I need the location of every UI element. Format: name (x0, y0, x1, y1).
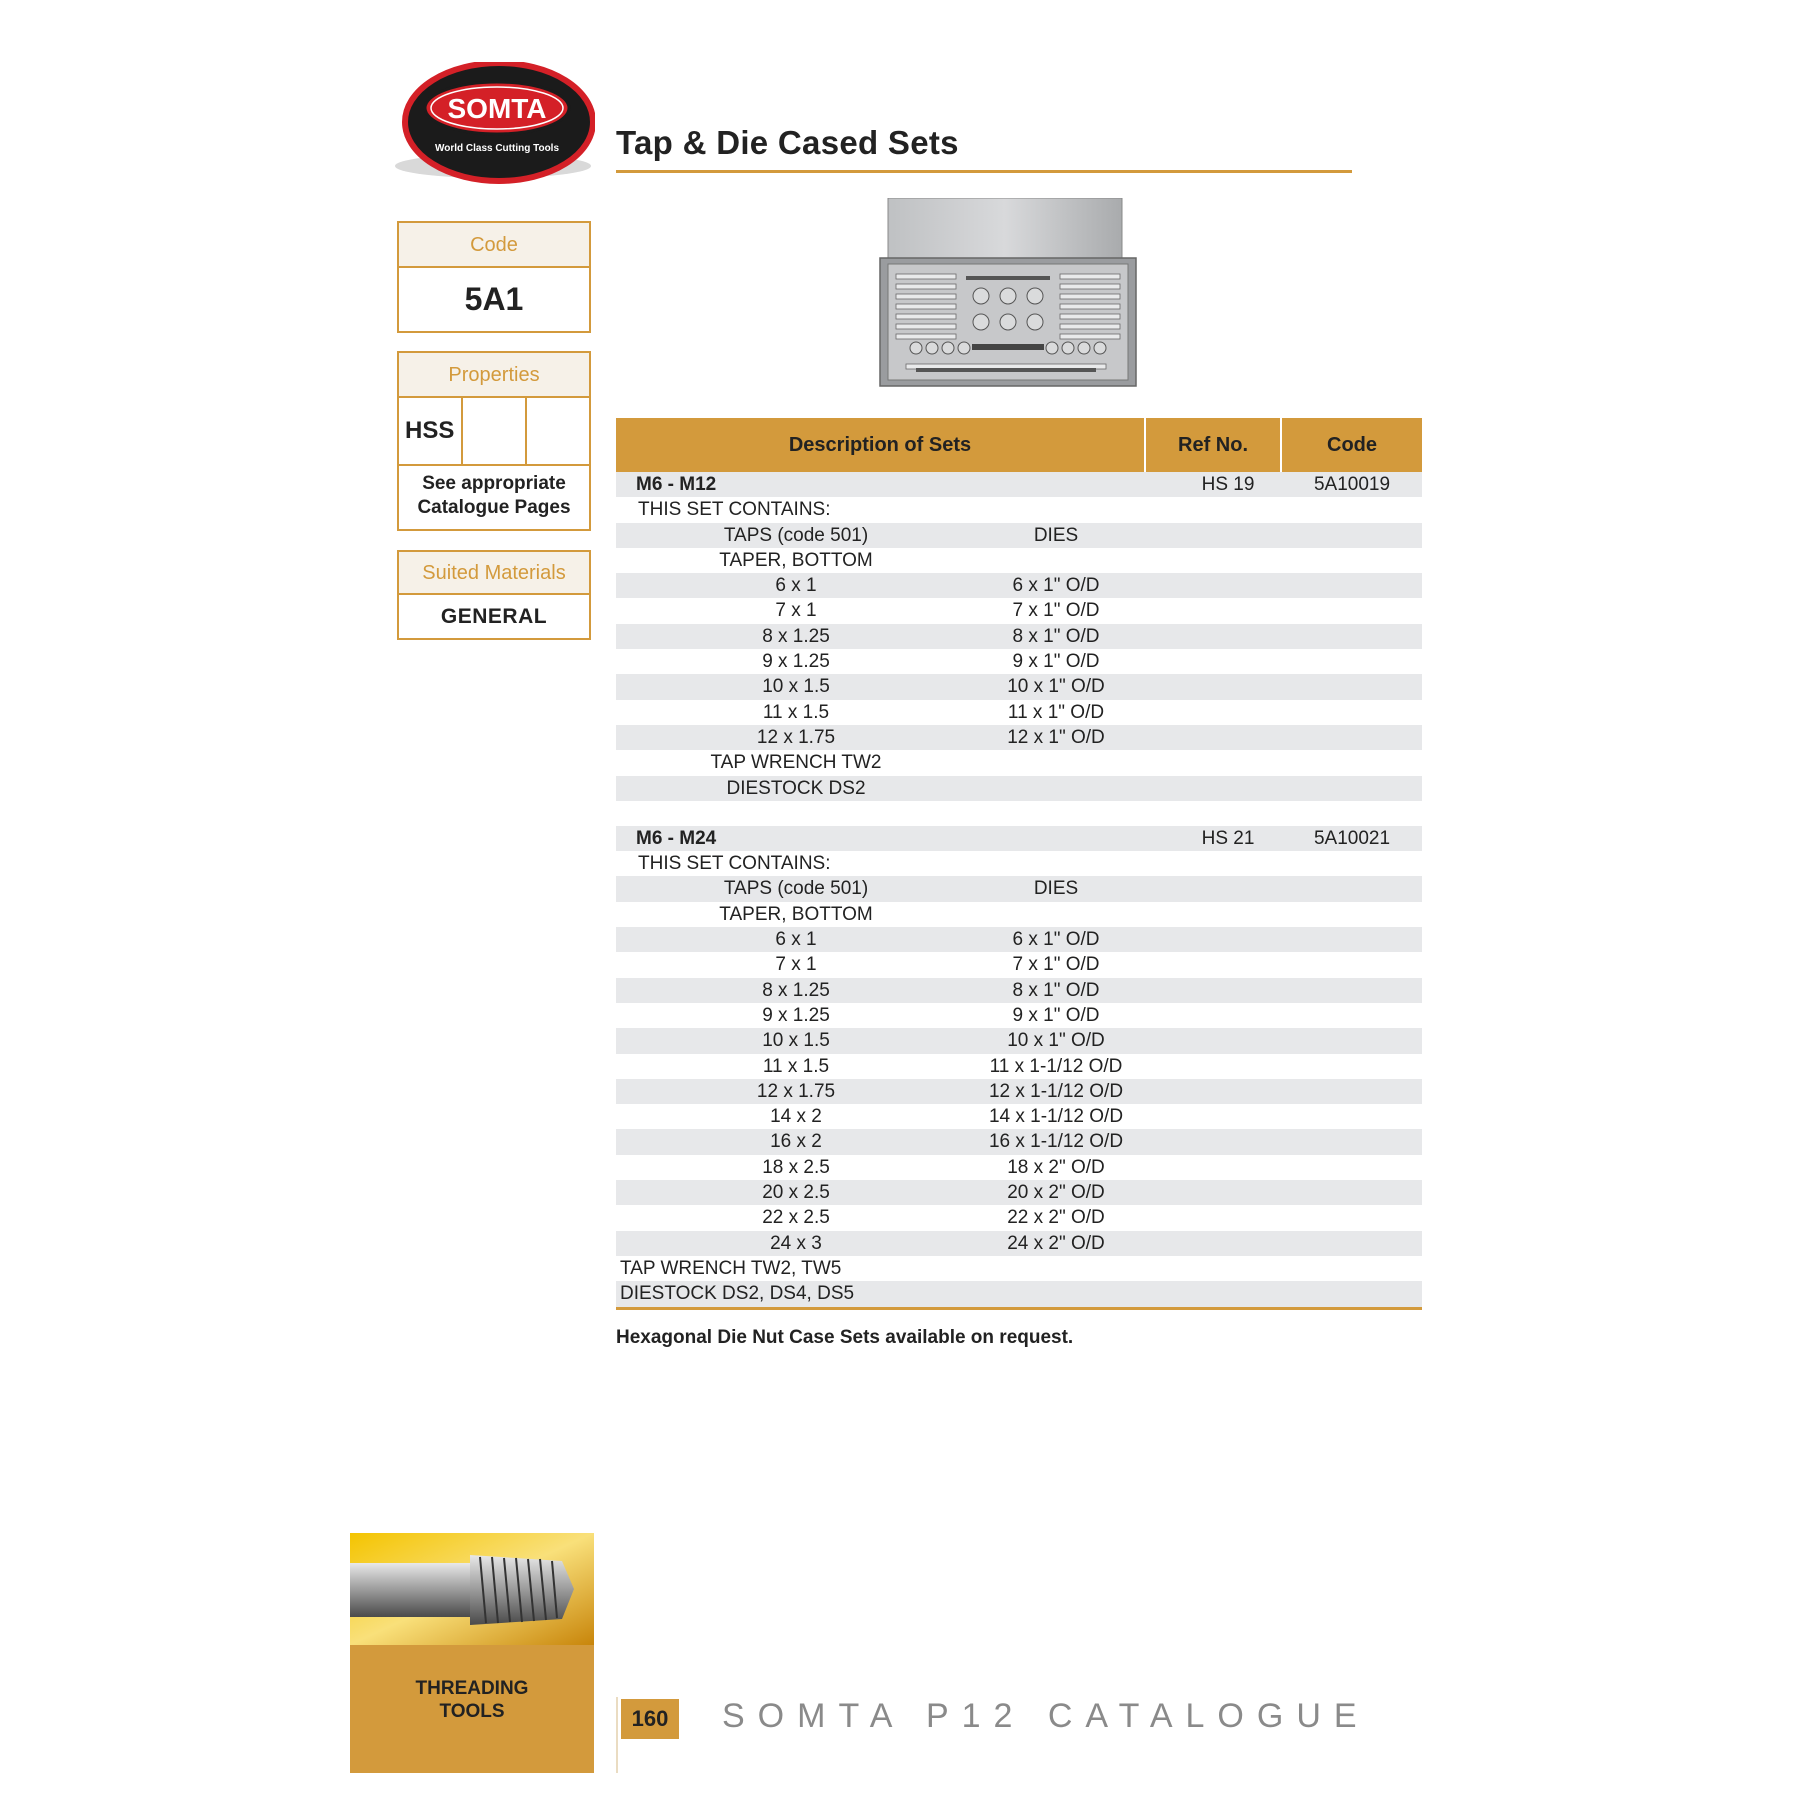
table-row (616, 978, 1422, 1003)
properties-note-line: Catalogue Pages (417, 497, 571, 518)
taper-label: TAPER, BOTTOM (719, 549, 873, 571)
die-size: 9 x 1" O/D (1012, 1004, 1100, 1026)
title-divider (616, 170, 1352, 173)
set-ref: HS 19 (1201, 474, 1255, 495)
table-row (616, 523, 1422, 548)
page-number: 160 (621, 1699, 679, 1739)
die-size: 20 x 2" O/D (1007, 1182, 1105, 1204)
tap-size: 7 x 1 (775, 954, 817, 976)
die-size: 16 x 1-1/12 O/D (988, 1131, 1124, 1153)
table-row (616, 851, 1422, 876)
table-row (616, 750, 1422, 775)
section-tab-line: TOOLS (439, 1701, 505, 1722)
table-row (616, 725, 1422, 750)
tap-size: 16 x 2 (770, 1131, 822, 1153)
die-size: 22 x 2" O/D (1007, 1207, 1105, 1229)
header-ref: Ref No. (1146, 418, 1282, 472)
table-row (616, 1256, 1422, 1281)
die-size: 11 x 1" O/D (1007, 701, 1105, 723)
taps-label: TAPS (code 501) (723, 878, 869, 900)
table-row (616, 1003, 1422, 1028)
die-size: 6 x 1" O/D (1012, 929, 1100, 951)
die-size: 7 x 1" O/D (1012, 954, 1100, 976)
die-size: 11 x 1-1/12 O/D (989, 1055, 1123, 1077)
die-size: 8 x 1" O/D (1012, 625, 1100, 647)
table-row (616, 1079, 1422, 1104)
tap-size: 12 x 1.75 (756, 1080, 836, 1102)
header-description: Description of Sets (616, 418, 1146, 472)
section-tab (350, 1645, 594, 1773)
table-row (616, 952, 1422, 977)
properties-box (397, 351, 591, 531)
dies-label: DIES (1033, 878, 1079, 900)
die-size: 18 x 2" O/D (1007, 1156, 1105, 1178)
logo-brand: SOMTA (447, 93, 547, 124)
table-row (616, 497, 1422, 522)
tap-wrench: TAP WRENCH TW2, TW5 (620, 1257, 842, 1279)
table-row (616, 1129, 1422, 1154)
set-contains: THIS SET CONTAINS: (638, 499, 831, 521)
tap-size: 8 x 1.25 (762, 979, 830, 1001)
die-size: 12 x 1" O/D (1007, 726, 1105, 748)
set-code: 5A10019 (1313, 474, 1391, 495)
table-row (616, 1281, 1422, 1306)
page-number-rule (616, 1697, 618, 1773)
table-header (616, 418, 1422, 472)
die-size: 14 x 1-1/12 O/D (988, 1106, 1124, 1128)
set-spacer (616, 801, 1422, 826)
taps-label: TAPS (code 501) (723, 524, 869, 546)
table-row (616, 649, 1422, 674)
tap-size: 14 x 2 (770, 1106, 822, 1128)
table-row (616, 1155, 1422, 1180)
die-size: 7 x 1" O/D (1012, 600, 1100, 622)
set-name: M6 - M12 (636, 474, 717, 495)
table-row (616, 1205, 1422, 1230)
tap-size: 8 x 1.25 (762, 625, 830, 647)
catalogue-name: SOMTA P12 CATALOGUE (722, 1697, 1370, 1735)
table-row (616, 700, 1422, 725)
somta-logo (375, 62, 595, 192)
materials-value: GENERAL (440, 605, 548, 628)
table-row (616, 674, 1422, 699)
properties-label: Properties (399, 353, 589, 398)
page-title: Tap & Die Cased Sets (616, 124, 959, 161)
property-cell (463, 398, 527, 464)
table-row (616, 573, 1422, 598)
threading-tap-photo (350, 1533, 594, 1645)
table-row (616, 876, 1422, 901)
code-box (397, 221, 591, 333)
set-ref: HS 21 (1201, 827, 1255, 849)
die-size: 6 x 1" O/D (1012, 575, 1100, 597)
tap-size: 7 x 1 (775, 600, 817, 622)
set-name: M6 - M24 (636, 827, 717, 849)
table-row (616, 927, 1422, 952)
die-size: 10 x 1" O/D (1007, 676, 1105, 698)
set-code: 5A10021 (1313, 827, 1391, 849)
table-row (616, 1104, 1422, 1129)
table-row (616, 624, 1422, 649)
table-row (616, 902, 1422, 927)
table-row (616, 548, 1422, 573)
tap-size: 11 x 1.5 (762, 701, 830, 723)
tap-size: 11 x 1.5 (762, 1055, 830, 1077)
die-size: 8 x 1" O/D (1012, 979, 1100, 1001)
die-size: 12 x 1-1/12 O/D (988, 1080, 1124, 1102)
header-code: Code (1327, 433, 1377, 456)
table-row (616, 776, 1422, 801)
tap-size: 24 x 3 (770, 1232, 822, 1254)
tap-size: 18 x 2.5 (762, 1156, 830, 1178)
materials-box (397, 550, 591, 640)
table-row (616, 1028, 1422, 1053)
logo-tagline: World Class Cutting Tools (434, 143, 560, 154)
tap-size: 20 x 2.5 (762, 1182, 830, 1204)
table-row (616, 598, 1422, 623)
sets-table (616, 418, 1422, 1310)
diestock: DIESTOCK DS2 (726, 777, 866, 799)
table-row (616, 1231, 1422, 1256)
tap-die-set-photo (876, 198, 1140, 388)
tap-size: 22 x 2.5 (762, 1207, 830, 1229)
footnote: Hexagonal Die Nut Case Sets available on request. (616, 1327, 1074, 1348)
section-tab-line: THREADING (415, 1678, 529, 1699)
taper-label: TAPER, BOTTOM (719, 903, 873, 925)
property-cell (527, 398, 589, 464)
tap-size: 9 x 1.25 (762, 651, 830, 673)
properties-row (399, 398, 589, 466)
code-label: Code (399, 223, 589, 268)
property-cell: HSS (399, 398, 463, 464)
tap-size: 12 x 1.75 (756, 726, 836, 748)
tap-wrench: TAP WRENCH TW2 (710, 752, 882, 774)
properties-note-line: See appropriate (422, 473, 566, 494)
set-contains: THIS SET CONTAINS: (638, 853, 831, 875)
table-row (616, 1180, 1422, 1205)
materials-label: Suited Materials (399, 552, 589, 595)
table-row (616, 472, 1422, 497)
table-row (616, 1054, 1422, 1079)
die-size: 24 x 2" O/D (1007, 1232, 1105, 1254)
table-bottom-rule (616, 1307, 1422, 1310)
tap-size: 10 x 1.5 (762, 1030, 830, 1052)
tap-size: 6 x 1 (775, 575, 817, 597)
tap-size: 6 x 1 (775, 929, 817, 951)
tap-size: 9 x 1.25 (762, 1004, 830, 1026)
table-body (616, 472, 1422, 1307)
diestock: DIESTOCK DS2, DS4, DS5 (620, 1283, 855, 1305)
dies-label: DIES (1033, 524, 1079, 546)
die-size: 10 x 1" O/D (1007, 1030, 1105, 1052)
properties-note (399, 466, 589, 520)
table-row (616, 826, 1422, 851)
tap-size: 10 x 1.5 (762, 676, 830, 698)
die-size: 9 x 1" O/D (1012, 651, 1100, 673)
code-value: 5A1 (464, 281, 524, 317)
